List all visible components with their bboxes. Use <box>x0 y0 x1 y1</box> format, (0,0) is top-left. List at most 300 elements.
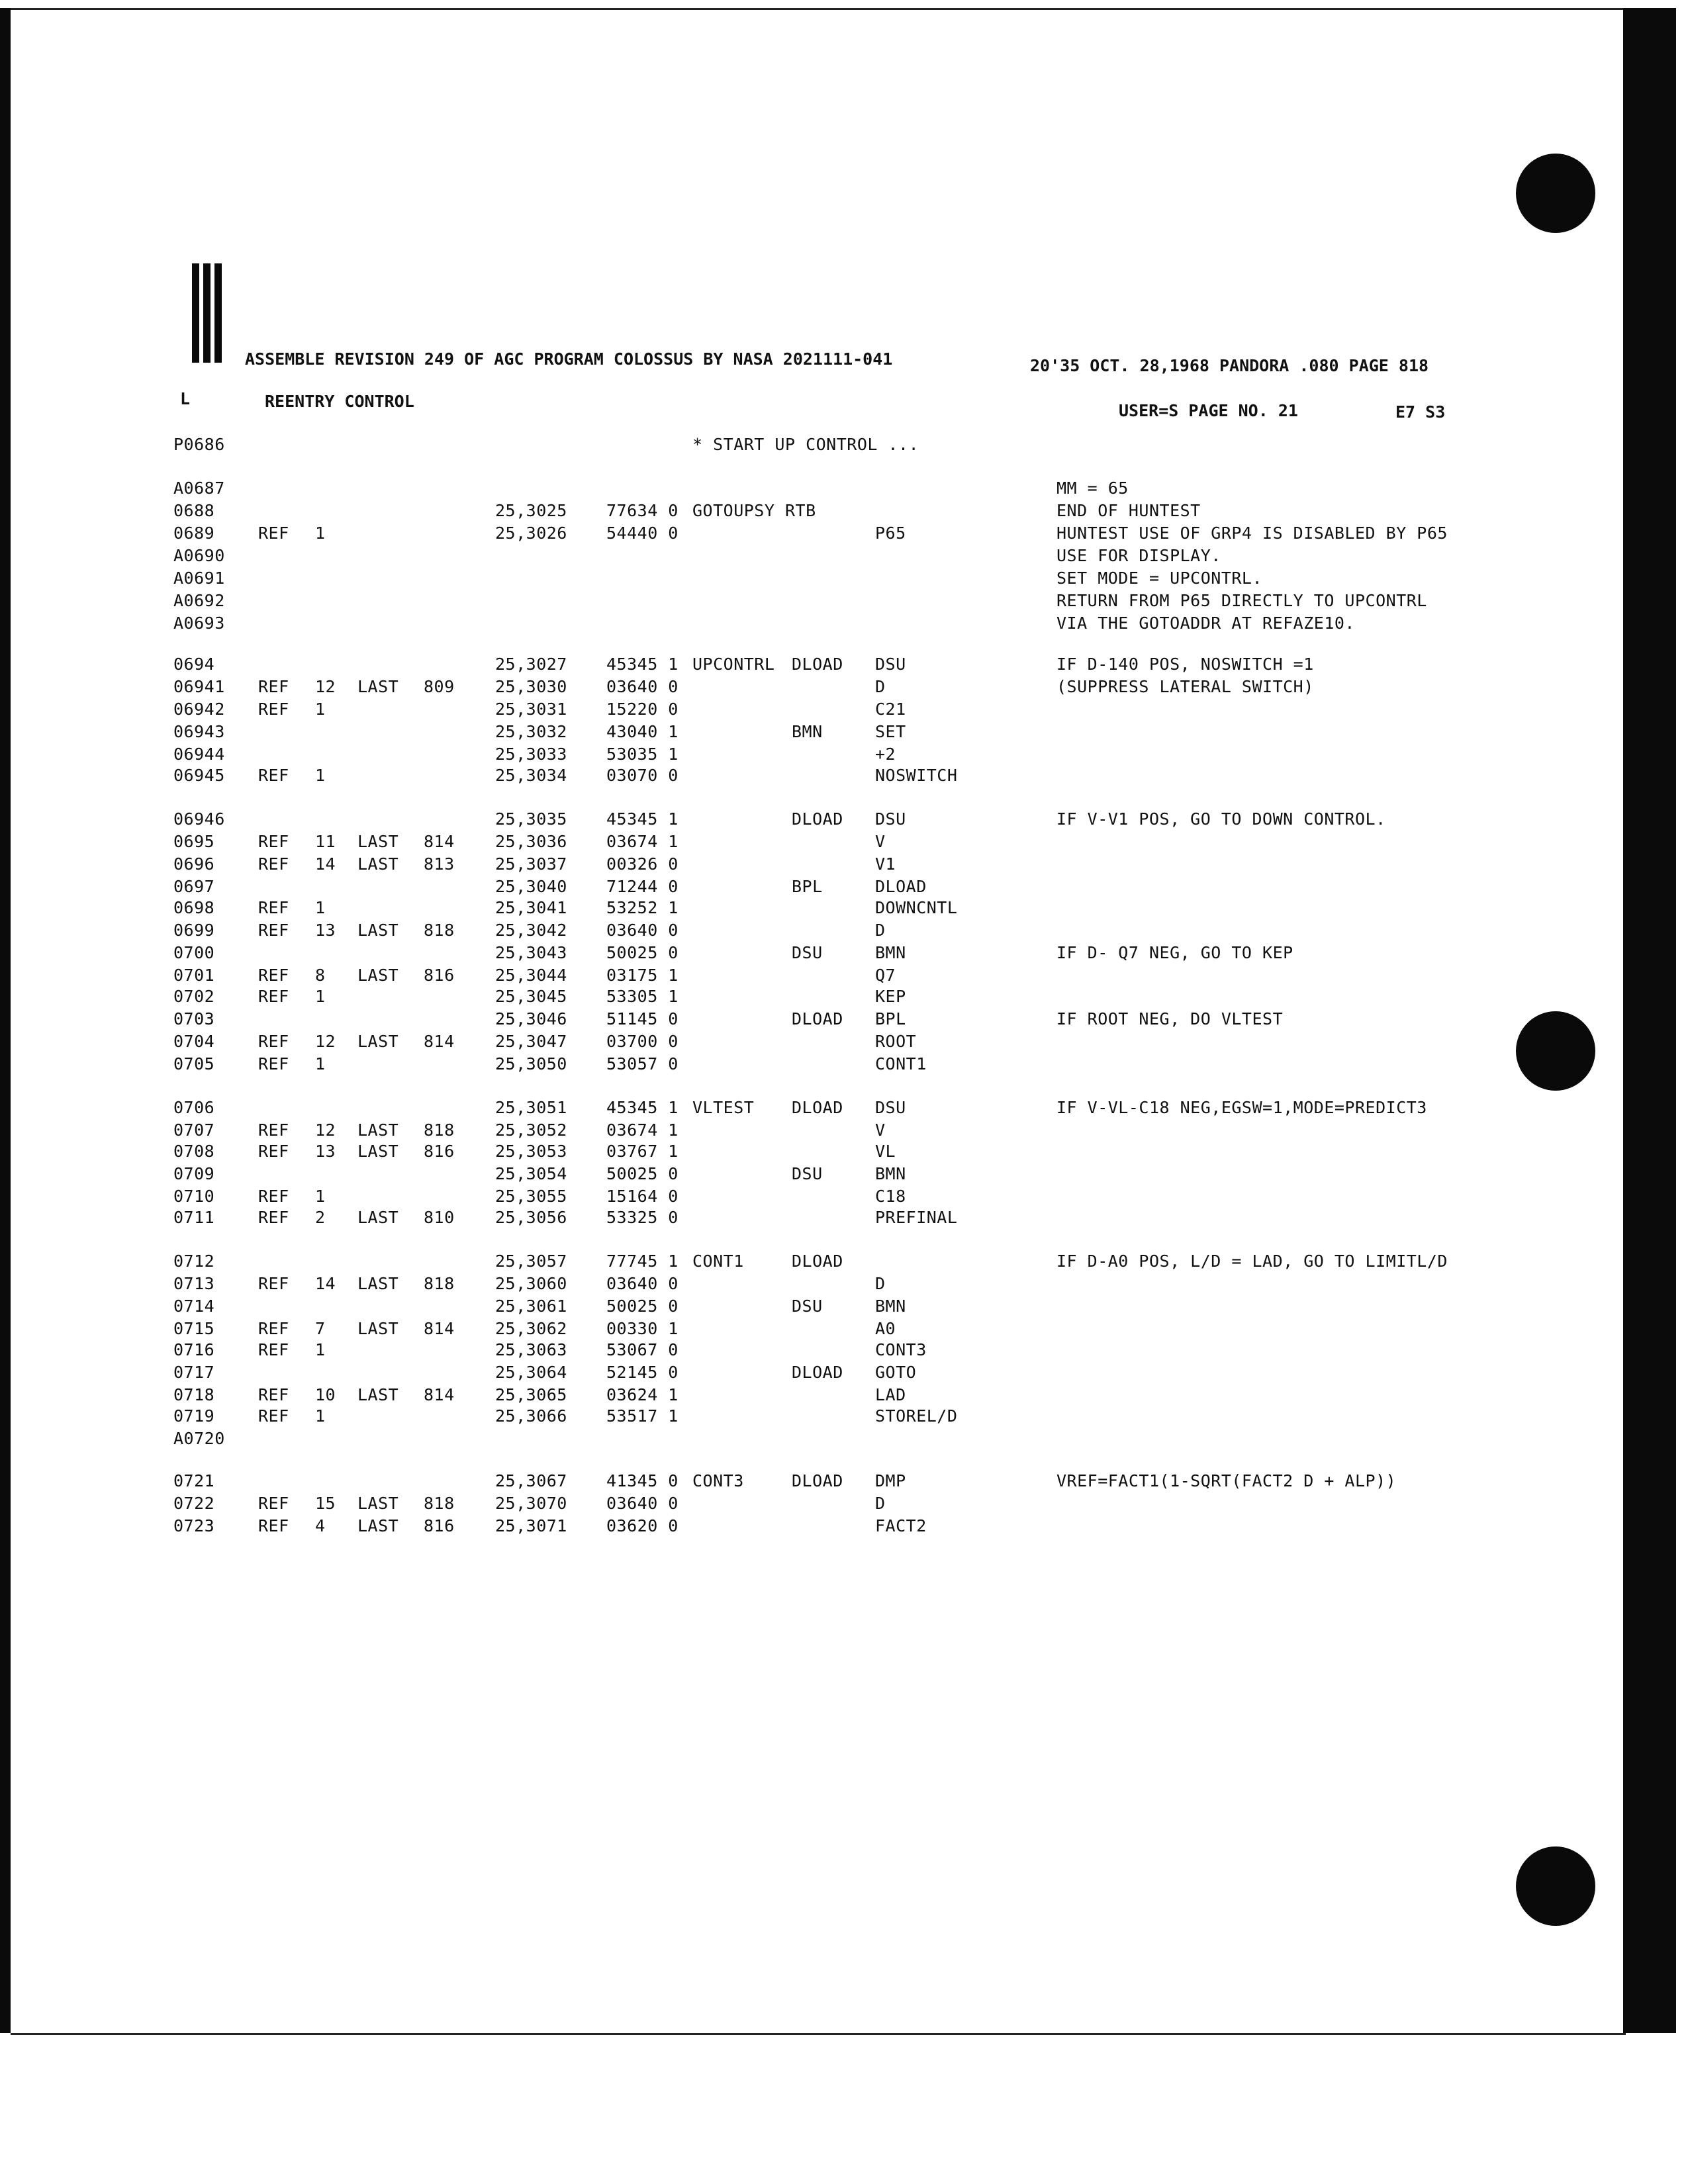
listing-row <box>0 655 1615 675</box>
listing-refnum: 1 <box>315 1406 326 1426</box>
listing-addr: 25,3053 <box>495 1142 567 1161</box>
listing-code: 03674 1 <box>606 1120 679 1140</box>
top-rule <box>11 8 1626 10</box>
listing-label: * START UP CONTROL ... <box>692 435 919 454</box>
listing-lastnum: 818 <box>424 1120 455 1140</box>
listing-operand: PREFINAL <box>875 1208 958 1227</box>
listing-code: 77634 0 <box>606 501 679 520</box>
listing-comment: IF ROOT NEG, DO VLTEST <box>1056 1009 1284 1028</box>
tab-mark-icon <box>192 263 224 363</box>
listing-line: 0707 <box>173 1120 215 1140</box>
listing-line: 0722 <box>173 1494 215 1513</box>
listing-operand: DLOAD <box>875 877 927 896</box>
listing-code: 03070 0 <box>606 766 679 785</box>
listing-operand: NOSWITCH <box>875 766 958 785</box>
listing-code: 45345 1 <box>606 1098 679 1117</box>
listing-code: 03640 0 <box>606 1494 679 1513</box>
listing-comment: SET MODE = UPCONTRL. <box>1056 569 1263 588</box>
listing-refnum: 1 <box>315 1340 326 1359</box>
listing-lastnum: 816 <box>424 966 455 985</box>
listing-addr: 25,3027 <box>495 655 567 674</box>
listing-code: 53517 1 <box>606 1406 679 1426</box>
listing-op: DSU <box>792 1297 823 1316</box>
listing-last: LAST <box>357 1032 399 1051</box>
listing-comment: HUNTEST USE OF GRP4 IS DISABLED BY P65 <box>1056 523 1448 543</box>
listing-line: 0718 <box>173 1385 215 1404</box>
listing-line: 06945 <box>173 766 225 785</box>
listing-last: LAST <box>357 1120 399 1140</box>
listing-row <box>0 878 1615 897</box>
listing-line: 0699 <box>173 921 215 940</box>
section-title: REENTRY CONTROL <box>265 392 414 411</box>
listing-ref: REF <box>258 766 289 785</box>
listing-addr: 25,3046 <box>495 1009 567 1028</box>
listing-operand: FACT2 <box>875 1516 927 1535</box>
listing-comment: END OF HUNTEST <box>1056 501 1201 520</box>
listing-line: 06942 <box>173 700 225 719</box>
listing-line: 06946 <box>173 809 225 829</box>
listing-refnum: 1 <box>315 523 326 543</box>
listing-comment: IF V-VL-C18 NEG,EGSW=1,MODE=PREDICT3 <box>1056 1098 1427 1117</box>
listing-ref: REF <box>258 1516 289 1535</box>
listing-row <box>0 987 1615 1007</box>
listing-code: 53035 1 <box>606 745 679 764</box>
listing-addr: 25,3051 <box>495 1098 567 1117</box>
listing-line: 0710 <box>173 1187 215 1206</box>
listing-last: LAST <box>357 966 399 985</box>
listing-line: 0704 <box>173 1032 215 1051</box>
listing-ref: REF <box>258 1274 289 1293</box>
listing-refnum: 13 <box>315 1142 336 1161</box>
listing-operand: DOWNCNTL <box>875 898 958 917</box>
listing-row <box>0 899 1615 919</box>
listing-line: 0723 <box>173 1516 215 1535</box>
listing-code: 41345 0 <box>606 1471 679 1490</box>
listing-ref: REF <box>258 1494 289 1513</box>
listing-row <box>0 966 1615 986</box>
listing-row <box>0 1494 1615 1514</box>
listing-comment: RETURN FROM P65 DIRECTLY TO UPCONTRL <box>1056 591 1427 610</box>
listing-ref: REF <box>258 1032 289 1051</box>
listing-row <box>0 524 1615 544</box>
listing-refnum: 14 <box>315 854 336 874</box>
listing-ref: REF <box>258 1319 289 1338</box>
listing-last: LAST <box>357 677 399 696</box>
listing-line: 0714 <box>173 1297 215 1316</box>
listing-row <box>0 1275 1615 1295</box>
listing-comment: (SUPPRESS LATERAL SWITCH) <box>1056 677 1314 696</box>
listing-addr: 25,3067 <box>495 1471 567 1490</box>
listing-code: 45345 1 <box>606 655 679 674</box>
listing-label: CONT3 <box>692 1471 744 1490</box>
listing-line: 0702 <box>173 987 215 1006</box>
listing-refnum: 1 <box>315 987 326 1006</box>
listing-last: LAST <box>357 1319 399 1338</box>
listing-code: 43040 1 <box>606 722 679 741</box>
listing-line: A0693 <box>173 614 225 633</box>
listing-operand: CONT3 <box>875 1340 927 1359</box>
listing-line: 0716 <box>173 1340 215 1359</box>
listing-last: LAST <box>357 1385 399 1404</box>
listing-addr: 25,3047 <box>495 1032 567 1051</box>
listing-label: UPCONTRL <box>692 655 775 674</box>
listing-refnum: 1 <box>315 898 326 917</box>
listing-row <box>0 678 1615 698</box>
listing-row <box>0 1363 1615 1383</box>
listing-operand: +2 <box>875 745 896 764</box>
listing-ref: REF <box>258 898 289 917</box>
listing-operand: LAD <box>875 1385 906 1404</box>
listing-label: VLTEST <box>692 1098 755 1117</box>
listing-row <box>0 1099 1615 1118</box>
listing-comment: IF D- Q7 NEG, GO TO KEP <box>1056 943 1293 962</box>
listing-lastnum: 809 <box>424 677 455 696</box>
listing-addr: 25,3044 <box>495 966 567 985</box>
listing-line: 0721 <box>173 1471 215 1490</box>
listing-lastnum: 814 <box>424 1032 455 1051</box>
listing-row <box>0 723 1615 743</box>
listing-code: 03624 1 <box>606 1385 679 1404</box>
listing-operand: D <box>875 677 886 696</box>
listing-code: 00326 0 <box>606 854 679 874</box>
listing-code: 53252 1 <box>606 898 679 917</box>
listing-code: 50025 0 <box>606 943 679 962</box>
listing-line: 0715 <box>173 1319 215 1338</box>
listing-line: 0717 <box>173 1363 215 1382</box>
listing-row <box>0 766 1615 786</box>
listing-code: 45345 1 <box>606 809 679 829</box>
listing-ref: REF <box>258 1406 289 1426</box>
listing-refnum: 1 <box>315 1187 326 1206</box>
listing-operand: D <box>875 1494 886 1513</box>
listing-addr: 25,3052 <box>495 1120 567 1140</box>
listing-addr: 25,3040 <box>495 877 567 896</box>
listing-refnum: 1 <box>315 700 326 719</box>
listing-comment: VREF=FACT1(1-SQRT(FACT2 D + ALP)) <box>1056 1471 1397 1490</box>
listing-addr: 25,3057 <box>495 1251 567 1271</box>
listing-addr: 25,3033 <box>495 745 567 764</box>
listing-operand: BMN <box>875 943 906 962</box>
listing-refnum: 7 <box>315 1319 326 1338</box>
listing-row <box>0 1032 1615 1052</box>
listing-op: BPL <box>792 877 823 896</box>
listing-lastnum: 816 <box>424 1516 455 1535</box>
listing-ref: REF <box>258 832 289 851</box>
listing-addr: 25,3071 <box>495 1516 567 1535</box>
listing-code: 03640 0 <box>606 921 679 940</box>
listing-comment: IF D-140 POS, NOSWITCH =1 <box>1056 655 1314 674</box>
listing-addr: 25,3035 <box>495 809 567 829</box>
listing-row <box>0 1386 1615 1406</box>
listing-row <box>0 547 1615 567</box>
listing-line: 06943 <box>173 722 225 741</box>
listing-addr: 25,3034 <box>495 766 567 785</box>
punch-hole-icon <box>1516 1846 1595 1926</box>
listing-operand: C21 <box>875 700 906 719</box>
listing-row <box>0 944 1615 964</box>
listing-row <box>0 1430 1615 1449</box>
listing-operand: KEP <box>875 987 906 1006</box>
listing-line: A0692 <box>173 591 225 610</box>
listing-ref: REF <box>258 1142 289 1161</box>
listing-operand: BMN <box>875 1297 906 1316</box>
listing-row <box>0 1320 1615 1340</box>
listing-row <box>0 1472 1615 1492</box>
listing-op: DLOAD <box>792 1098 843 1117</box>
listing-addr: 25,3030 <box>495 677 567 696</box>
listing-operand: STOREL/D <box>875 1406 958 1426</box>
listing-operand: SET <box>875 722 906 741</box>
listing-row <box>0 479 1615 499</box>
listing-operand: ROOT <box>875 1032 917 1051</box>
listing-line: 0694 <box>173 655 215 674</box>
listing-operand: GOTO <box>875 1363 917 1382</box>
listing-lastnum: 810 <box>424 1208 455 1227</box>
listing-lastnum: 814 <box>424 1385 455 1404</box>
listing-addr: 25,3060 <box>495 1274 567 1293</box>
listing-op: BMN <box>792 722 823 741</box>
listing-comment: IF V-V1 POS, GO TO DOWN CONTROL. <box>1056 809 1386 829</box>
listing-row <box>0 1297 1615 1317</box>
listing-code: 03175 1 <box>606 966 679 985</box>
listing-op: DLOAD <box>792 655 843 674</box>
listing-row <box>0 810 1615 830</box>
listing-ref: REF <box>258 1340 289 1359</box>
listing-addr: 25,3054 <box>495 1164 567 1183</box>
listing-code: 51145 0 <box>606 1009 679 1028</box>
listing-refnum: 1 <box>315 1054 326 1073</box>
listing-refnum: 12 <box>315 1032 336 1051</box>
listing-code: 15220 0 <box>606 700 679 719</box>
listing-addr: 25,3045 <box>495 987 567 1006</box>
listing-label: GOTOUPSY RTB <box>692 501 816 520</box>
listing-addr: 25,3056 <box>495 1208 567 1227</box>
listing-line: 0689 <box>173 523 215 543</box>
listing-line: A0690 <box>173 546 225 565</box>
listing-line: 0701 <box>173 966 215 985</box>
listing-line: A0691 <box>173 569 225 588</box>
listing-last: LAST <box>357 854 399 874</box>
listing-row <box>0 1208 1615 1228</box>
listing-lastnum: 818 <box>424 921 455 940</box>
listing-operand: P65 <box>875 523 906 543</box>
listing-code: 50025 0 <box>606 1297 679 1316</box>
listing-row <box>0 614 1615 634</box>
listing-refnum: 14 <box>315 1274 336 1293</box>
user-page-code: E7 S3 <box>1395 402 1446 422</box>
listing-operand: D <box>875 921 886 940</box>
listing-refnum: 13 <box>315 921 336 940</box>
listing-line: 0705 <box>173 1054 215 1073</box>
listing-operand: DSU <box>875 809 906 829</box>
listing-ref: REF <box>258 966 289 985</box>
listing-code: 53305 1 <box>606 987 679 1006</box>
listing-refnum: 1 <box>315 766 326 785</box>
listing-addr: 25,3025 <box>495 501 567 520</box>
listing-code: 77745 1 <box>606 1251 679 1271</box>
listing-code: 71244 0 <box>606 877 679 896</box>
listing-operand: CONT1 <box>875 1054 927 1073</box>
listing-refnum: 2 <box>315 1208 326 1227</box>
listing-comment: VIA THE GOTOADDR AT REFAZE10. <box>1056 614 1355 633</box>
listing-line: 0695 <box>173 832 215 851</box>
listing-code: 53067 0 <box>606 1340 679 1359</box>
listing-row <box>0 1407 1615 1427</box>
listing-addr: 25,3066 <box>495 1406 567 1426</box>
listing-refnum: 11 <box>315 832 336 851</box>
listing-addr: 25,3061 <box>495 1297 567 1316</box>
bottom-rule <box>11 2033 1626 2035</box>
listing-last: LAST <box>357 832 399 851</box>
listing-addr: 25,3063 <box>495 1340 567 1359</box>
listing-line: 0698 <box>173 898 215 917</box>
listing-refnum: 12 <box>315 677 336 696</box>
listing-ref: REF <box>258 921 289 940</box>
listing-operand: BMN <box>875 1164 906 1183</box>
listing-ref: REF <box>258 523 289 543</box>
listing-op: DSU <box>792 943 823 962</box>
listing-op: DLOAD <box>792 1363 843 1382</box>
section-code: L <box>180 389 191 408</box>
listing-op: DLOAD <box>792 1251 843 1271</box>
listing-line: 0706 <box>173 1098 215 1117</box>
listing-comment: USE FOR DISPLAY. <box>1056 546 1221 565</box>
listing-operand: C18 <box>875 1187 906 1206</box>
listing-label: CONT1 <box>692 1251 744 1271</box>
listing-op: DSU <box>792 1164 823 1183</box>
listing-lastnum: 813 <box>424 854 455 874</box>
listing-operand: DMP <box>875 1471 906 1490</box>
listing-operand: VL <box>875 1142 896 1161</box>
listing-addr: 25,3037 <box>495 854 567 874</box>
listing-lastnum: 816 <box>424 1142 455 1161</box>
listing-last: LAST <box>357 1142 399 1161</box>
listing-row <box>0 435 1615 455</box>
listing-operand: DSU <box>875 1098 906 1117</box>
listing-row <box>0 1165 1615 1185</box>
listing-row <box>0 1121 1615 1141</box>
listing-row <box>0 1341 1615 1361</box>
listing-row <box>0 1517 1615 1537</box>
listing-code: 00330 1 <box>606 1319 679 1338</box>
listing-operand: D <box>875 1274 886 1293</box>
listing-lastnum: 818 <box>424 1274 455 1293</box>
listing-code: 54440 0 <box>606 523 679 543</box>
listing-ref: REF <box>258 987 289 1006</box>
listing-last: LAST <box>357 1208 399 1227</box>
listing-code: 15164 0 <box>606 1187 679 1206</box>
listing-ref: REF <box>258 1120 289 1140</box>
listing-line: 0712 <box>173 1251 215 1271</box>
listing-row <box>0 700 1615 720</box>
listing-row <box>0 833 1615 852</box>
listing-ref: REF <box>258 1054 289 1073</box>
listing-line: 0696 <box>173 854 215 874</box>
listing-last: LAST <box>357 1494 399 1513</box>
assemble-line: ASSEMBLE REVISION 249 OF AGC PROGRAM COLOSSUS BY NASA 2021111-041 <box>245 349 893 369</box>
listing-line: A0687 <box>173 478 225 498</box>
listing-line: 0713 <box>173 1274 215 1293</box>
listing-line: 06941 <box>173 677 225 696</box>
listing-lastnum: 814 <box>424 1319 455 1338</box>
listing-line: A0720 <box>173 1429 225 1448</box>
listing-addr: 25,3031 <box>495 700 567 719</box>
listing-addr: 25,3070 <box>495 1494 567 1513</box>
listing-line: 0697 <box>173 877 215 896</box>
listing-ref: REF <box>258 677 289 696</box>
listing-row <box>0 569 1615 589</box>
listing-refnum: 12 <box>315 1120 336 1140</box>
listing-op: DLOAD <box>792 809 843 829</box>
listing-code: 03640 0 <box>606 677 679 696</box>
listing-last: LAST <box>357 1516 399 1535</box>
listing-row <box>0 745 1615 765</box>
listing-op: DLOAD <box>792 1471 843 1490</box>
listing-comment: IF D-A0 POS, L/D = LAD, GO TO LIMITL/D <box>1056 1251 1448 1271</box>
listing-addr: 25,3062 <box>495 1319 567 1338</box>
listing-lastnum: 818 <box>424 1494 455 1513</box>
listing-code: 03620 0 <box>606 1516 679 1535</box>
listing-operand: BPL <box>875 1009 906 1028</box>
listing-row <box>0 1142 1615 1162</box>
listing-code: 50025 0 <box>606 1164 679 1183</box>
listing-row <box>0 1010 1615 1030</box>
listing-code: 03674 1 <box>606 832 679 851</box>
listing-code: 52145 0 <box>606 1363 679 1382</box>
listing-addr: 25,3042 <box>495 921 567 940</box>
punch-hole-icon <box>1516 154 1595 233</box>
listing-addr: 25,3032 <box>495 722 567 741</box>
right-edge-bar <box>1623 8 1676 2033</box>
listing-line: 0719 <box>173 1406 215 1426</box>
listing-addr: 25,3036 <box>495 832 567 851</box>
listing-line: 0700 <box>173 943 215 962</box>
listing-addr: 25,3043 <box>495 943 567 962</box>
listing-row <box>0 921 1615 941</box>
listing-code: 03700 0 <box>606 1032 679 1051</box>
listing-operand: DSU <box>875 655 906 674</box>
listing-row <box>0 592 1615 612</box>
listing-line: 0711 <box>173 1208 215 1227</box>
listing-line: 0703 <box>173 1009 215 1028</box>
listing-ref: REF <box>258 1187 289 1206</box>
listing-operand: V <box>875 832 886 851</box>
listing-refnum: 8 <box>315 966 326 985</box>
listing-comment: MM = 65 <box>1056 478 1129 498</box>
listing-line: 06944 <box>173 745 225 764</box>
listing-addr: 25,3050 <box>495 1054 567 1073</box>
listing-row <box>0 1055 1615 1075</box>
listing-code: 53325 0 <box>606 1208 679 1227</box>
listing-refnum: 4 <box>315 1516 326 1535</box>
listing-op: DLOAD <box>792 1009 843 1028</box>
listing-line: 0709 <box>173 1164 215 1183</box>
listing-row <box>0 1187 1615 1207</box>
listing-ref: REF <box>258 854 289 874</box>
listing-lastnum: 814 <box>424 832 455 851</box>
listing-last: LAST <box>357 921 399 940</box>
listing-ref: REF <box>258 1385 289 1404</box>
user-page: USER=S PAGE NO. 21 <box>1119 401 1298 420</box>
listing-ref: REF <box>258 1208 289 1227</box>
listing-last: LAST <box>357 1274 399 1293</box>
listing-line: 0708 <box>173 1142 215 1161</box>
listing-code: 03767 1 <box>606 1142 679 1161</box>
listing-line: P0686 <box>173 435 225 454</box>
listing-addr: 25,3026 <box>495 523 567 543</box>
listing-addr: 25,3055 <box>495 1187 567 1206</box>
listing-addr: 25,3064 <box>495 1363 567 1382</box>
